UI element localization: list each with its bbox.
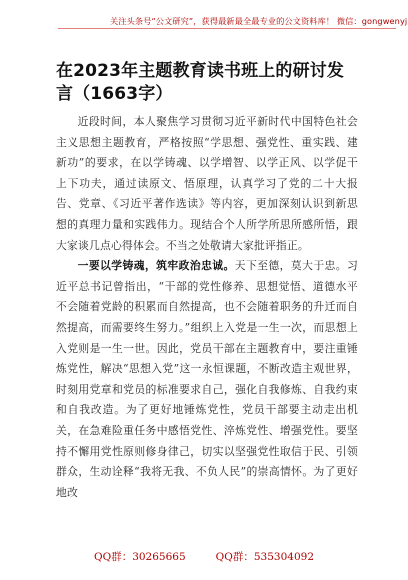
section-heading: 一要以学铸魂，筑牢政治忠诚。 <box>77 259 235 273</box>
document-title: 在2023年主题教育读书班上的研讨发言（1663字） <box>56 61 345 104</box>
footer-qq-group-1: QQ群：30265665 <box>93 551 186 563</box>
header-banner: 关注头条号“公文研究”，获得最新最全最专业的公文资料库！ 微信：gongwenyj <box>110 16 408 26</box>
paragraph-intro <box>56 112 358 256</box>
paragraph-section-1 <box>56 256 358 503</box>
footer-qq-group-2: QQ群：535304092 <box>215 551 314 563</box>
paragraph-text: 近段时间，本人聚焦学习贯彻习近平新时代中国特色社会主义思想主题教育，严格按照“学思想、强党性、重实践、建新功”的要求，在以学铸魂、以学增智、以学正风、以学促干上下功夫，通过读原文、悟原理，认真学习了党的二十大报告、党章、《习近平著作选读》等内容，更加深刻认识到新思想的真理力量和实践伟力。现结合个人所学所思所感所悟，跟大家谈几点心得体会。不当之处敬请大家批评指正。 <box>56 115 358 252</box>
footer-contact <box>0 549 408 564</box>
paragraph-text: 天下至德，莫大于忠。习近平总书记曾指出，“干部的党性修养、思想觉悟、道德水平不会随着党龄的积累而自然提高，也不会随着职务的升迁而自然提高，而需要终生努力。”组织上入党是一生一次，而思想上入党则是一生一世。因此，党员干部在主题教育中，要注重锤炼党性，解决“思想入党”这一永恒课题，不断改造主观世界，时刻用党章和党员的标准要求自己，强化自我修炼、自我约束和自我改造。为了更好地锤炼党性，党员干部要主动走出机关，在急难险重任务中感悟党性、淬炼党性、增强党性。要坚持不懈用党性原则修身律己，切实以坚强党性取信于民、引领群众，生动诠释“我将无我、不负人民”的崇高情怀。为了更好地改 <box>56 259 358 499</box>
header-divider <box>58 28 396 29</box>
document-body <box>56 112 358 503</box>
